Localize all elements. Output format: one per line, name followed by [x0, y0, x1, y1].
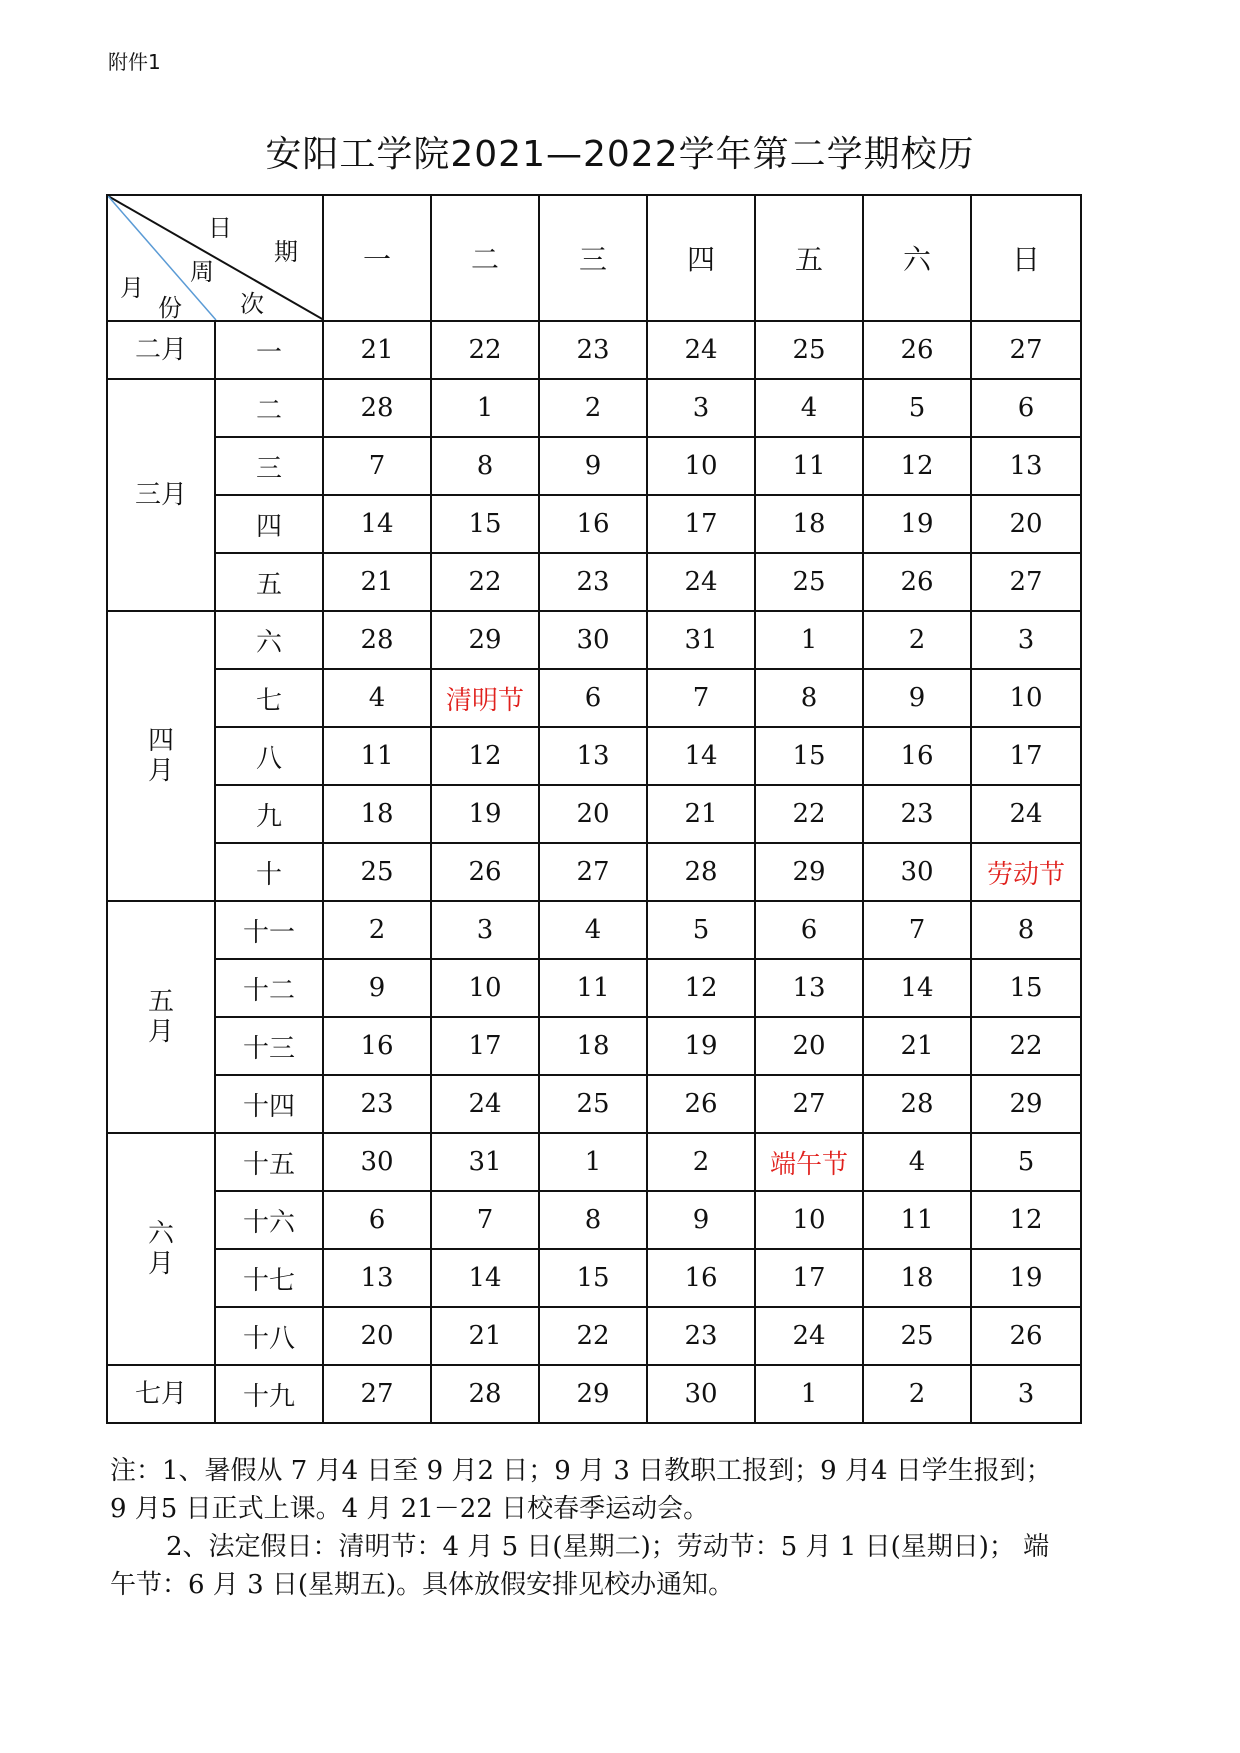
day-cell: 26: [647, 1075, 755, 1133]
day-cell: 12: [863, 437, 971, 495]
day-cell: 13: [755, 959, 863, 1017]
day-cell: 9: [863, 669, 971, 727]
day-cell: 4: [539, 901, 647, 959]
day-cell: 2: [539, 379, 647, 437]
day-cell: 21: [323, 553, 431, 611]
day-cell: 8: [755, 669, 863, 727]
day-cell: 22: [431, 553, 539, 611]
week-row: [107, 901, 1081, 959]
day-cell: 17: [647, 495, 755, 553]
day-cell: 21: [863, 1017, 971, 1075]
week-row: [107, 437, 1081, 495]
day-cell: 27: [539, 843, 647, 901]
day-cell: 3: [431, 901, 539, 959]
day-cell: 16: [647, 1249, 755, 1307]
week-number-cell: 四: [215, 495, 323, 553]
month-cell: 七月: [107, 1365, 215, 1423]
weekday-header: 日: [971, 195, 1081, 321]
week-row: [107, 843, 1081, 901]
day-cell: 3: [647, 379, 755, 437]
corner-date: 日: [208, 214, 232, 242]
week-number-cell: 十三: [215, 1017, 323, 1075]
day-cell: 13: [539, 727, 647, 785]
day-cell: 22: [755, 785, 863, 843]
day-cell: 24: [755, 1307, 863, 1365]
week-row: [107, 1075, 1081, 1133]
day-cell: 28: [647, 843, 755, 901]
day-cell: 10: [971, 669, 1081, 727]
day-cell: 7: [431, 1191, 539, 1249]
day-cell: 14: [863, 959, 971, 1017]
weekday-header: 一: [323, 195, 431, 321]
day-cell: 6: [971, 379, 1081, 437]
week-row: [107, 1191, 1081, 1249]
day-cell: 25: [755, 553, 863, 611]
day-cell: 19: [431, 785, 539, 843]
week-number-cell: 三: [215, 437, 323, 495]
day-cell: 23: [647, 1307, 755, 1365]
day-cell: 6: [539, 669, 647, 727]
month-cell: 四 月: [107, 611, 215, 901]
day-cell: 24: [647, 553, 755, 611]
month-cell: 五 月: [107, 901, 215, 1133]
day-cell: 30: [647, 1365, 755, 1423]
day-cell: 11: [755, 437, 863, 495]
day-cell: 25: [539, 1075, 647, 1133]
week-number-cell: 十五: [215, 1133, 323, 1191]
day-cell: 25: [863, 1307, 971, 1365]
day-cell: 2: [863, 1365, 971, 1423]
day-cell: 5: [863, 379, 971, 437]
day-cell: 16: [539, 495, 647, 553]
day-cell: 21: [431, 1307, 539, 1365]
week-number-cell: 十六: [215, 1191, 323, 1249]
day-cell: 14: [647, 727, 755, 785]
day-cell: 7: [323, 437, 431, 495]
header-row: [107, 195, 1081, 321]
day-cell: 18: [323, 785, 431, 843]
day-cell: 10: [431, 959, 539, 1017]
day-cell: 20: [971, 495, 1081, 553]
week-row: [107, 1133, 1081, 1191]
day-cell: 29: [971, 1075, 1081, 1133]
day-cell: 14: [323, 495, 431, 553]
week-number-cell: 一: [215, 321, 323, 379]
week-row: [107, 553, 1081, 611]
day-cell: 25: [755, 321, 863, 379]
day-cell: 19: [647, 1017, 755, 1075]
day-cell: 15: [755, 727, 863, 785]
day-cell: 22: [971, 1017, 1081, 1075]
day-cell: 29: [755, 843, 863, 901]
day-cell: 29: [431, 611, 539, 669]
day-cell: 11: [539, 959, 647, 1017]
day-cell: 20: [323, 1307, 431, 1365]
day-cell: 17: [431, 1017, 539, 1075]
day-cell: 31: [647, 611, 755, 669]
day-cell: 18: [539, 1017, 647, 1075]
week-number-cell: 十九: [215, 1365, 323, 1423]
attachment-label: 附件1: [108, 50, 161, 74]
week-number-cell: 五: [215, 553, 323, 611]
week-number-cell: 十: [215, 843, 323, 901]
week-number-cell: 十二: [215, 959, 323, 1017]
day-cell: 28: [863, 1075, 971, 1133]
corner-cell: [107, 195, 323, 321]
day-cell: 10: [755, 1191, 863, 1249]
corner-order: 次: [240, 290, 264, 318]
day-cell: 23: [863, 785, 971, 843]
day-cell: 12: [647, 959, 755, 1017]
day-cell: 17: [755, 1249, 863, 1307]
day-cell: 27: [971, 321, 1081, 379]
day-cell: 20: [539, 785, 647, 843]
day-cell: 15: [971, 959, 1081, 1017]
notes: [110, 1452, 1070, 1604]
day-cell: 1: [539, 1133, 647, 1191]
day-cell: 5: [971, 1133, 1081, 1191]
day-cell: 28: [431, 1365, 539, 1423]
day-cell: 17: [971, 727, 1081, 785]
day-cell: 8: [971, 901, 1081, 959]
day-cell: 23: [539, 553, 647, 611]
week-number-cell: 六: [215, 611, 323, 669]
day-cell: 13: [971, 437, 1081, 495]
day-cell: 4: [863, 1133, 971, 1191]
week-row: [107, 379, 1081, 437]
weekday-header: 三: [539, 195, 647, 321]
day-cell: 12: [431, 727, 539, 785]
note-1: 注：1、暑假从 7 月4 日至 9 月2 日；9 月 3 日教职工报到；9 月4 日学生报到； 9 月5 日正式上课。4 月 21－22 日校春季运动会。: [110, 1456, 1052, 1524]
day-cell: 16: [863, 727, 971, 785]
month-cell: 二月: [107, 321, 215, 379]
holiday-cell: 劳动节: [971, 843, 1081, 901]
day-cell: 26: [431, 843, 539, 901]
day-cell: 30: [863, 843, 971, 901]
day-cell: 2: [323, 901, 431, 959]
weekday-header: 二: [431, 195, 539, 321]
day-cell: 27: [755, 1075, 863, 1133]
day-cell: 14: [431, 1249, 539, 1307]
week-row: [107, 1249, 1081, 1307]
day-cell: 15: [539, 1249, 647, 1307]
month-cell: 三月: [107, 379, 215, 611]
day-cell: 1: [755, 1365, 863, 1423]
day-cell: 26: [863, 553, 971, 611]
day-cell: 2: [647, 1133, 755, 1191]
day-cell: 25: [323, 843, 431, 901]
day-cell: 20: [755, 1017, 863, 1075]
month-cell: 六 月: [107, 1133, 215, 1365]
week-row: [107, 669, 1081, 727]
day-cell: 11: [323, 727, 431, 785]
week-number-cell: 十七: [215, 1249, 323, 1307]
corner-week: 周: [190, 258, 214, 286]
day-cell: 1: [431, 379, 539, 437]
day-cell: 9: [539, 437, 647, 495]
day-cell: 24: [647, 321, 755, 379]
day-cell: 24: [971, 785, 1081, 843]
note-2: 2、法定假日：清明节：4 月 5 日(星期二)；劳动节：5 月 1 日(星期日)； 端午节：6 月 3 日(星期五)。具体放假安排见校办通知。: [110, 1532, 1050, 1600]
day-cell: 28: [323, 611, 431, 669]
week-number-cell: 二: [215, 379, 323, 437]
corner-period: 期: [274, 238, 298, 266]
day-cell: 3: [971, 1365, 1081, 1423]
weekday-header: 五: [755, 195, 863, 321]
day-cell: 19: [971, 1249, 1081, 1307]
day-cell: 9: [323, 959, 431, 1017]
day-cell: 3: [971, 611, 1081, 669]
day-cell: 9: [647, 1191, 755, 1249]
week-row: [107, 785, 1081, 843]
day-cell: 29: [539, 1365, 647, 1423]
day-cell: 4: [755, 379, 863, 437]
day-cell: 30: [539, 611, 647, 669]
day-cell: 7: [863, 901, 971, 959]
week-row: [107, 321, 1081, 379]
week-number-cell: 七: [215, 669, 323, 727]
week-row: [107, 495, 1081, 553]
day-cell: 13: [323, 1249, 431, 1307]
day-cell: 7: [647, 669, 755, 727]
day-cell: 15: [431, 495, 539, 553]
holiday-cell: 端午节: [755, 1133, 863, 1191]
day-cell: 18: [863, 1249, 971, 1307]
day-cell: 23: [539, 321, 647, 379]
day-cell: 24: [431, 1075, 539, 1133]
day-cell: 12: [971, 1191, 1081, 1249]
corner-month: 月: [120, 274, 144, 302]
day-cell: 8: [539, 1191, 647, 1249]
day-cell: 28: [323, 379, 431, 437]
page-title: 安阳工学院2021—2022学年第二学期校历: [265, 134, 975, 175]
week-row: [107, 727, 1081, 785]
day-cell: 16: [323, 1017, 431, 1075]
day-cell: 21: [323, 321, 431, 379]
day-cell: 30: [323, 1133, 431, 1191]
week-number-cell: 十八: [215, 1307, 323, 1365]
day-cell: 27: [971, 553, 1081, 611]
day-cell: 18: [755, 495, 863, 553]
day-cell: 6: [755, 901, 863, 959]
corner-portion: 份: [158, 294, 182, 321]
day-cell: 19: [863, 495, 971, 553]
week-number-cell: 十一: [215, 901, 323, 959]
day-cell: 22: [539, 1307, 647, 1365]
weekday-header: 四: [647, 195, 755, 321]
holiday-cell: 清明节: [431, 669, 539, 727]
weekday-header: 六: [863, 195, 971, 321]
day-cell: 4: [323, 669, 431, 727]
week-row: [107, 1365, 1081, 1423]
week-row: [107, 611, 1081, 669]
day-cell: 8: [431, 437, 539, 495]
calendar-table: [106, 194, 1082, 1424]
day-cell: 1: [755, 611, 863, 669]
week-number-cell: 九: [215, 785, 323, 843]
day-cell: 22: [431, 321, 539, 379]
day-cell: 26: [971, 1307, 1081, 1365]
day-cell: 2: [863, 611, 971, 669]
day-cell: 27: [323, 1365, 431, 1423]
week-number-cell: 八: [215, 727, 323, 785]
day-cell: 26: [863, 321, 971, 379]
day-cell: 11: [863, 1191, 971, 1249]
week-row: [107, 959, 1081, 1017]
week-number-cell: 十四: [215, 1075, 323, 1133]
week-row: [107, 1307, 1081, 1365]
day-cell: 10: [647, 437, 755, 495]
day-cell: 31: [431, 1133, 539, 1191]
day-cell: 6: [323, 1191, 431, 1249]
day-cell: 23: [323, 1075, 431, 1133]
day-cell: 5: [647, 901, 755, 959]
week-row: [107, 1017, 1081, 1075]
day-cell: 21: [647, 785, 755, 843]
